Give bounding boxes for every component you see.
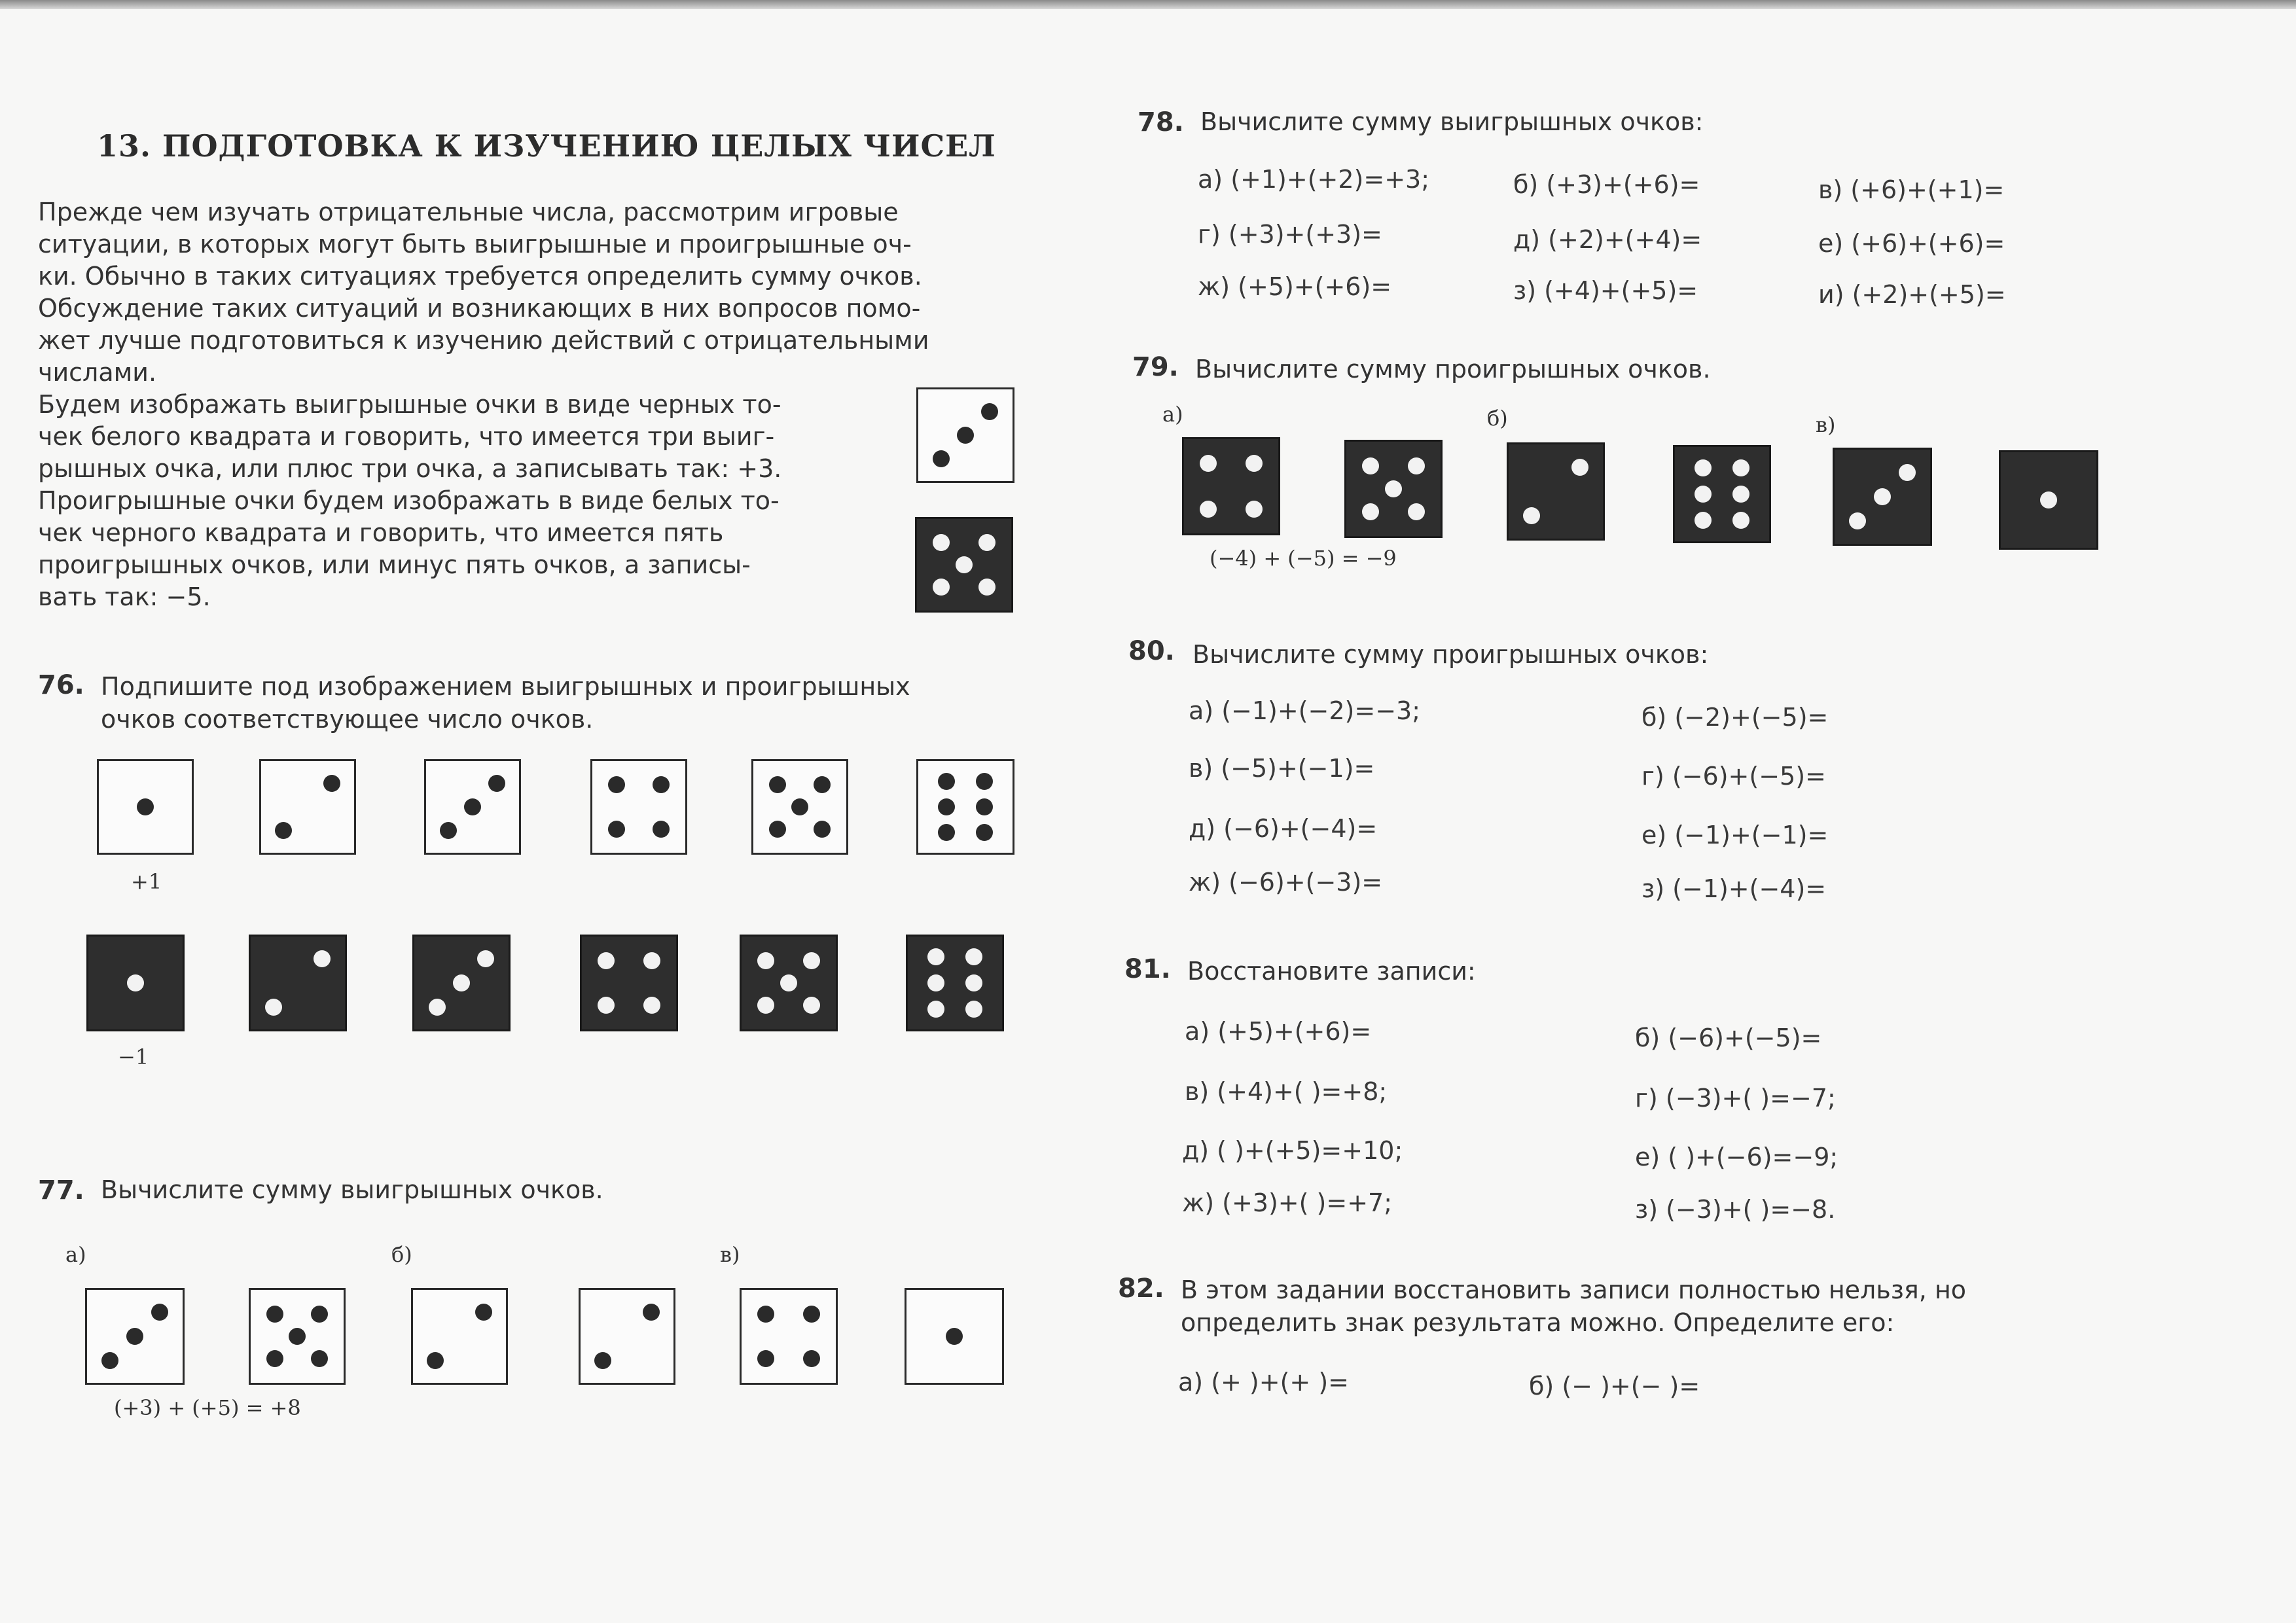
pip [978, 534, 996, 551]
pip [757, 1350, 774, 1367]
pip [643, 997, 660, 1014]
text-line: рышных очка, или плюс три очка, а записывать так: +3. [38, 454, 782, 483]
task-76-white-die-5 [751, 759, 848, 855]
task-81-item: з) (−3)+( )=−8. [1635, 1195, 1836, 1224]
task-82-item: б) (− )+(− )= [1529, 1372, 1700, 1400]
task-80-number: 80. [1128, 636, 1175, 666]
pip [1523, 507, 1540, 524]
pip [976, 824, 993, 841]
pip [289, 1328, 306, 1345]
task-79-number: 79. [1132, 352, 1179, 382]
pip [323, 775, 340, 792]
pip [965, 1001, 982, 1018]
pip [1732, 486, 1749, 503]
pip [608, 776, 625, 793]
pip [594, 1352, 611, 1369]
intro-line: Обсуждение таких ситуаций и возникающих в них вопросов помо- [38, 294, 921, 323]
text-line: Проигрышные очки будем изображать в виде белых то- [38, 486, 780, 515]
task-77-label-c: в) [720, 1242, 740, 1267]
pip [956, 556, 973, 573]
intro-line: ки. Обычно в таких ситуациях требуется определить сумму очков. [38, 262, 922, 291]
task-76-black-die-3 [412, 935, 511, 1031]
pip [151, 1304, 168, 1321]
pip [1732, 459, 1749, 476]
pip [757, 1306, 774, 1323]
pip [1362, 457, 1379, 474]
task-79-example-caption: (−4) + (−5) = −9 [1210, 546, 1397, 571]
pip [1408, 457, 1425, 474]
pip [1695, 512, 1712, 529]
text-line: вать так: −5. [38, 582, 211, 611]
pip [938, 798, 955, 815]
text-line: чек черного квадрата и говорить, что имеется пять [38, 518, 724, 547]
intro-line: числами. [38, 358, 157, 387]
pip [1899, 464, 1916, 481]
task-80-item: б) (−2)+(−5)= [1641, 703, 1829, 732]
task-76-white-die-1 [97, 759, 194, 855]
task-81-item: е) ( )+(−6)=−9; [1635, 1143, 1839, 1171]
pip [1732, 512, 1749, 529]
pip [477, 950, 494, 967]
task-80-item: г) (−6)+(−5)= [1641, 762, 1826, 791]
task-81-number: 81. [1124, 954, 1171, 984]
pip [946, 1328, 963, 1345]
task-78-item: з) (+4)+(+5)= [1513, 276, 1698, 305]
pip [938, 824, 955, 841]
pip [978, 579, 996, 596]
pip [464, 798, 481, 815]
pip [266, 1306, 283, 1323]
text-line: очков соответствующее число очков. [101, 705, 594, 734]
pip [311, 1350, 328, 1367]
pip [780, 974, 797, 991]
pip [608, 821, 625, 838]
text-line: Будем изображать выигрышные очки в виде черных то- [38, 390, 781, 419]
pip [1385, 480, 1402, 497]
task-79-text: Вычислите сумму проигрышных очков. [1195, 355, 1711, 383]
pip [976, 773, 993, 790]
task-76-black-caption: −1 [118, 1044, 149, 1069]
section-title: 13. ПОДГОТОВКА К ИЗУЧЕНИЮ ЦЕЛЫХ ЧИСЕЛ [97, 128, 996, 164]
pip [927, 974, 944, 991]
task-76-black-die-5 [740, 935, 838, 1031]
task-76-text [101, 670, 910, 736]
pip [266, 1350, 283, 1367]
task-77-a-die-2 [249, 1288, 346, 1385]
task-81-item: г) (−3)+( )=−7; [1635, 1084, 1836, 1113]
pip [1246, 455, 1263, 472]
task-81-text: Восстановите записи: [1187, 957, 1476, 986]
pip [1200, 501, 1217, 518]
task-78-item: е) (+6)+(+6)= [1818, 229, 2005, 258]
task-81-item: б) (−6)+(−5)= [1635, 1024, 1822, 1052]
task-80-item: е) (−1)+(−1)= [1641, 821, 1829, 849]
task-82-text [1181, 1274, 1966, 1339]
pip [791, 798, 808, 815]
task-76-number: 76. [38, 670, 84, 700]
pip [957, 427, 974, 444]
pip [803, 1350, 820, 1367]
pip [1695, 486, 1712, 503]
pip [814, 776, 831, 793]
pip [976, 798, 993, 815]
task-79-c-die-2 [1999, 450, 2098, 550]
task-80-text: Вычислите сумму проигрышных очков: [1193, 640, 1709, 669]
pip [440, 822, 457, 839]
text-line: проигрышных очков, или минус пять очков, а записы- [38, 550, 751, 579]
pip [757, 952, 774, 969]
pip [598, 952, 615, 969]
pip [1849, 512, 1866, 529]
example-die-black-5 [915, 517, 1013, 613]
pip [137, 798, 154, 815]
pip [475, 1304, 492, 1321]
task-79-b-die-1 [1507, 442, 1605, 541]
task-78-item: г) (+3)+(+3)= [1198, 220, 1382, 249]
task-76-black-die-1 [86, 935, 185, 1031]
pip [769, 821, 786, 838]
task-78-item: д) (+2)+(+4)= [1513, 225, 1702, 254]
task-77-c-die-1 [740, 1288, 838, 1385]
text-line: определить знак результата можно. Определите его: [1181, 1308, 1895, 1337]
text-line: Подпишите под изображением выигрышных и проигрышных [101, 672, 910, 701]
task-81-item: а) (+5)+(+6)= [1185, 1017, 1372, 1046]
pip [1246, 501, 1263, 518]
pip [981, 403, 998, 420]
task-79-label-b: б) [1487, 406, 1508, 431]
task-76-black-die-4 [580, 935, 678, 1031]
text-line: В этом задании восстановить записи полностью нельзя, но [1181, 1275, 1967, 1304]
pip [1874, 488, 1891, 505]
task-80-item: з) (−1)+(−4)= [1641, 874, 1827, 903]
pip [814, 821, 831, 838]
task-80-item: д) (−6)+(−4)= [1189, 814, 1378, 843]
pip [265, 999, 282, 1016]
pip [803, 952, 820, 969]
task-77-c-die-2 [905, 1288, 1004, 1385]
lose-points-paragraph [38, 485, 780, 613]
pip [653, 776, 670, 793]
pip [453, 974, 470, 991]
pip [127, 974, 144, 991]
intro-line: ситуации, в которых могут быть выигрышные и проигрышные оч- [38, 230, 912, 259]
task-77-text: Вычислите сумму выигрышных очков. [101, 1175, 603, 1204]
task-77-label-b: б) [391, 1242, 412, 1267]
task-77-b-die-1 [411, 1288, 508, 1385]
pip [427, 1352, 444, 1369]
task-76-black-die-2 [249, 935, 347, 1031]
task-79-c-die-1 [1833, 448, 1932, 546]
pip [643, 952, 660, 969]
pip [2040, 491, 2057, 508]
pip [933, 534, 950, 551]
task-81-item: ж) (+3)+( )=+7; [1182, 1188, 1393, 1217]
task-77-label-a: а) [65, 1242, 86, 1267]
task-76-white-die-6 [916, 759, 1014, 855]
intro-line: жет лучше подготовиться к изучению действий с отрицательными [38, 326, 929, 355]
task-79-label-a: а) [1162, 402, 1183, 427]
task-77-a-die-1 [85, 1288, 185, 1385]
text-line: чек белого квадрата и говорить, что имеется три выиг- [38, 422, 775, 451]
pip [1362, 503, 1379, 520]
task-80-item: в) (−5)+(−1)= [1189, 754, 1375, 783]
win-points-paragraph [38, 389, 781, 485]
task-82-item: а) (+ )+(+ )= [1178, 1368, 1350, 1397]
pip [126, 1328, 143, 1345]
pip [803, 997, 820, 1014]
task-78-number: 78. [1138, 107, 1184, 137]
pip [314, 950, 331, 967]
pip [965, 948, 982, 965]
task-79-a-die-2 [1344, 440, 1443, 538]
task-76-black-die-6 [906, 935, 1004, 1031]
pip [927, 948, 944, 965]
task-79-a-die-1 [1182, 437, 1280, 535]
task-76-white-caption: +1 [131, 869, 162, 894]
task-77-b-die-2 [579, 1288, 675, 1385]
task-76-white-die-3 [424, 759, 521, 855]
example-die-white-3 [916, 387, 1014, 483]
intro-paragraph [38, 196, 929, 389]
task-81-item: д) ( )+(+5)=+10; [1182, 1136, 1403, 1165]
pip [803, 1306, 820, 1323]
pip [598, 997, 615, 1014]
pip [101, 1352, 118, 1369]
pip [275, 822, 292, 839]
intro-line: Прежде чем изучать отрицательные числа, рассмотрим игровые [38, 198, 899, 226]
pip [757, 997, 774, 1014]
task-77-number: 77. [38, 1175, 84, 1205]
pip [938, 773, 955, 790]
pip [653, 821, 670, 838]
pip [429, 999, 446, 1016]
pip [933, 450, 950, 467]
pip [927, 1001, 944, 1018]
task-78-text: Вычислите сумму выигрышных очков: [1200, 107, 1704, 136]
task-79-b-die-2 [1673, 445, 1771, 543]
task-76-white-die-2 [259, 759, 356, 855]
pip [643, 1304, 660, 1321]
pip [311, 1306, 328, 1323]
task-78-item: б) (+3)+(+6)= [1513, 170, 1700, 199]
pip [1200, 455, 1217, 472]
task-78-item: и) (+2)+(+5)= [1818, 280, 2006, 309]
task-80-item: а) (−1)+(−2)=−3; [1189, 696, 1421, 725]
task-78-item: ж) (+5)+(+6)= [1198, 272, 1392, 301]
task-79-label-c: в) [1816, 412, 1836, 437]
task-80-item: ж) (−6)+(−3)= [1189, 868, 1383, 897]
pip [1408, 503, 1425, 520]
pip [933, 579, 950, 596]
task-81-item: в) (+4)+( )=+8; [1185, 1077, 1388, 1106]
scan-top-edge [0, 0, 2296, 9]
pip [1571, 459, 1588, 476]
pip [769, 776, 786, 793]
task-82-number: 82. [1118, 1274, 1164, 1304]
pip [488, 775, 505, 792]
task-78-item: а) (+1)+(+2)=+3; [1198, 165, 1430, 194]
pip [965, 974, 982, 991]
task-77-example-caption: (+3) + (+5) = +8 [114, 1395, 301, 1420]
pip [1695, 459, 1712, 476]
task-76-white-die-4 [590, 759, 687, 855]
task-78-item: в) (+6)+(+1)= [1818, 175, 2005, 204]
